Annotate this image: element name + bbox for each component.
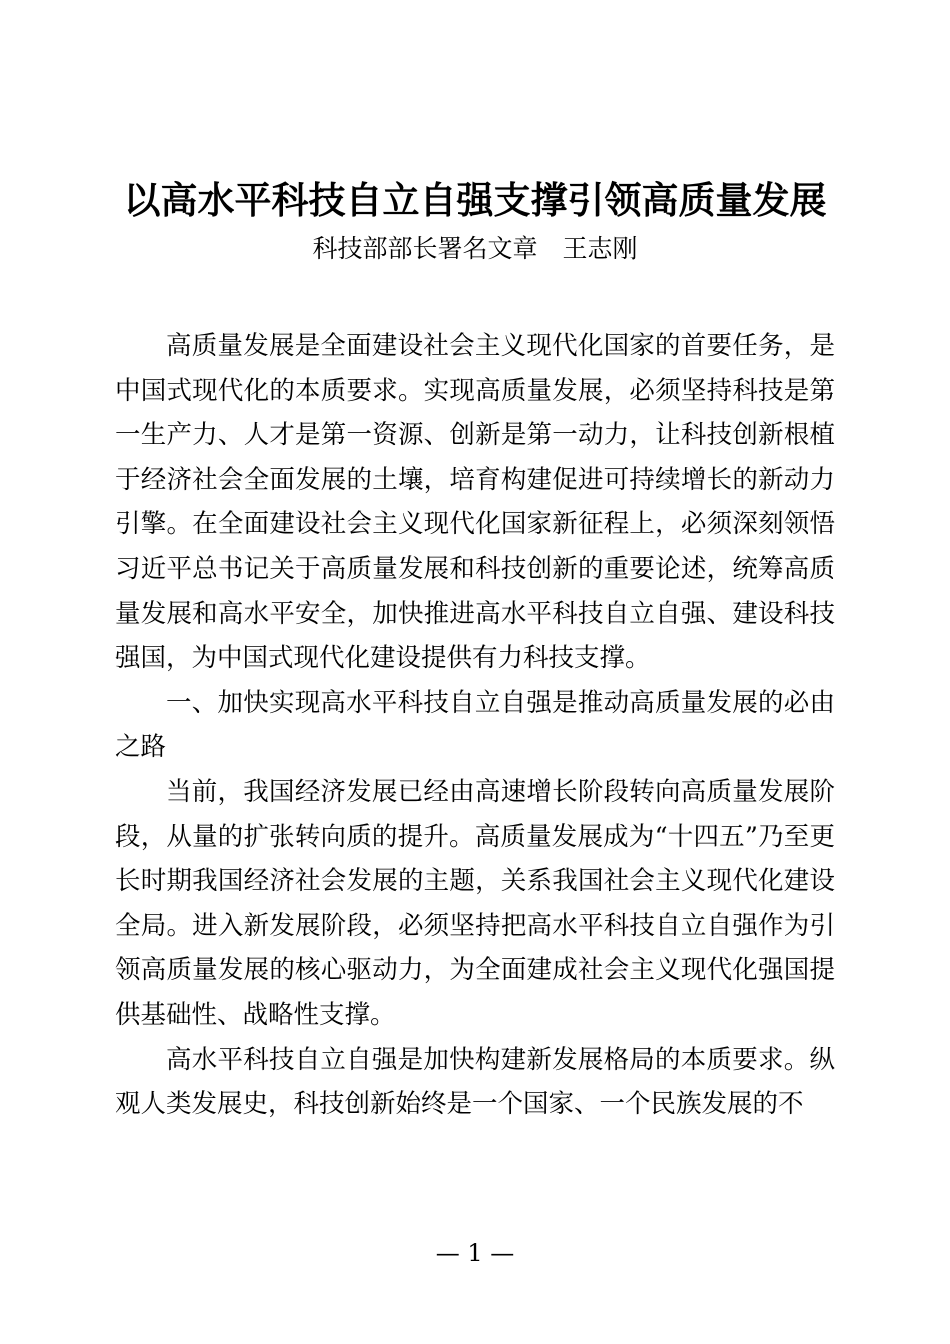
document-title: 以高水平科技自立自强支撑引领高质量发展	[123, 178, 827, 222]
page-number: — 1 —	[435, 1239, 515, 1267]
document-byline: 科技部部长署名文章 王志刚	[312, 234, 638, 263]
section-heading: 一、加快实现高水平科技自立自强是推动高质量发展的必由之路	[115, 687, 835, 763]
body-paragraph: 当前，我国经济发展已经由高速增长阶段转向高质量发展阶段，从量的扩张转向质的提升。高质量发展成为“十四五”乃至更长时期我国经济社会发展的主题，关系我国社会主义现代化建设全局。进入新发展阶段，必须坚持把高水平科技自立自强作为引领高质量发展的核心驱动力，为全面建成社会主义现代化强国提供基础性、战略性支撑。	[115, 776, 835, 1030]
body-paragraph: 高水平科技自立自强是加快构建新发展格局的本质要求。纵观人类发展史，科技创新始终是一个国家、一个民族发展的不	[115, 1044, 835, 1120]
document-body	[115, 324, 835, 1127]
body-paragraph: 高质量发展是全面建设社会主义现代化国家的首要任务，是中国式现代化的本质要求。实现高质量发展，必须坚持科技是第一生产力、人才是第一资源、创新是第一动力，让科技创新根植于经济社会全面发展的土壤，培育构建促进可持续增长的新动力引擎。在全面建设社会主义现代化国家新征程上，必须深刻领悟习近平总书记关于高质量发展和科技创新的重要论述，统筹高质量发展和高水平安全，加快推进高水平科技自立自强、建设科技强国，为中国式现代化建设提供有力科技支撑。	[115, 331, 835, 674]
